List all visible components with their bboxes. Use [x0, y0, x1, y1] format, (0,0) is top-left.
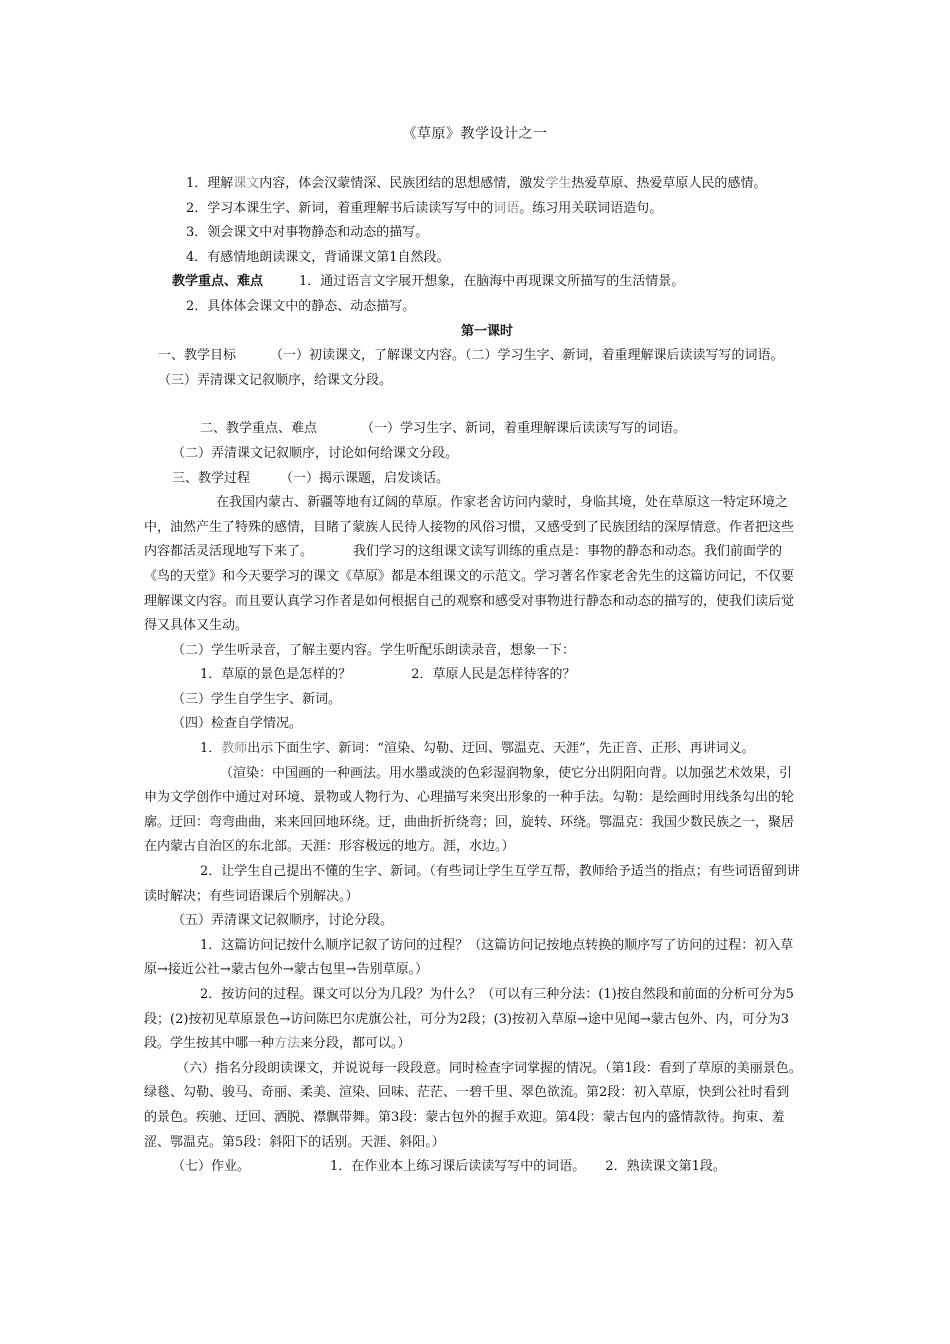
goal-1-text-3: 热爱草原、热爱草原人民的感情。: [571, 176, 767, 191]
lesson-key-points-text: （一）学习生字、新词，着重理解课后读读写写的词语。: [361, 421, 687, 437]
goal-2: [172, 197, 802, 222]
process-step-2: （二）学生听录音，了解主要内容。学生听配乐朗读录音，想象一下：: [172, 642, 576, 658]
process-step-3: （三）学生自学生字、新词。: [172, 691, 342, 707]
goal-1: [172, 172, 802, 197]
goal-1-link-xuesheng[interactable]: 学生: [545, 176, 572, 191]
process-step-1: （一）揭示课题，启发谈话。: [280, 470, 450, 486]
homework-label: （七）作业。: [172, 1159, 251, 1175]
check-2: 2．让学生自己提出不懂的生字、新词。（有些词让学生互学互帮，教师给予适当的指点；有些词语留到讲读时解决；有些词语课后个别解决。）: [144, 864, 800, 904]
question-2: 2．草原人民是怎样待客的？: [411, 667, 576, 683]
process-step-5: （五）弄清课文记叙顺序，讨论分段。: [172, 913, 394, 929]
goal-1-link-kewen[interactable]: 课文: [233, 176, 260, 191]
sequence-2-link-fangfa[interactable]: 方法: [274, 1036, 301, 1052]
lesson-key-points-label: 二、教学重点、难点: [200, 421, 318, 437]
sequence-1: 1．这篇访问记按什么顺序记叙了访问的过程？（这篇访问记按地点转换的顺序写了访问的过程：初入草原→接近公社→蒙古包外→蒙古包里→告别草原。）: [144, 937, 794, 978]
process-label: 三、教学过程: [172, 470, 251, 486]
key-point-2: 2．具体体会课文中的静态、动态描写。: [186, 298, 416, 314]
goal-3: 3．领会课文中对事物静态和动态的描写。: [186, 225, 429, 241]
key-points-label: 教学重点、难点: [172, 274, 264, 290]
intro-paragraph-a: 在我国内蒙古、新疆等地有辽阔的草原。作家老舍访问内蒙时，身临其境，处在草原这一特定环境之中，油然产生了特殊的感情，目睹了蒙族人民待人接物的风俗习惯，又感受到了民族团结的深厚情意。作者把这些内容都活灵活现地写下来了。: [144, 495, 795, 560]
goal-2-text-2: 。练习用关联词语造句。: [519, 200, 663, 216]
process-heading: [172, 467, 802, 492]
lesson-key-points: [172, 417, 802, 442]
objectives: [158, 344, 802, 393]
questions: [172, 663, 802, 688]
homework-1: 1．在作业本上练习课后读读写写中的词语。: [330, 1159, 586, 1175]
sequence-2-text-2: 来分段，都可以。）: [300, 1036, 411, 1052]
objectives-label: 一、教学目标: [158, 348, 237, 364]
homework-2: 2．熟读课文第1段。: [605, 1159, 726, 1175]
objectives-text: （一）初读课文，了解课文内容。（二）学习生字、新词，着重理解课后读读写写的词语。: [270, 348, 784, 364]
check-1-link-jiaoshi[interactable]: 教师: [221, 741, 248, 757]
check-1-num: 1．: [200, 741, 222, 757]
goal-1-text: 1．理解: [186, 176, 234, 191]
key-points-line: [172, 270, 802, 295]
question-1: 1．草原的景色是怎样的？: [200, 667, 352, 683]
goal-2-text: 2．学习本课生字、新词，着重理解书后读读写写中的: [186, 200, 494, 216]
lesson-heading: 第一课时: [460, 323, 513, 339]
goal-2-link-ciyu[interactable]: 词语: [493, 200, 520, 216]
key-point-1: 1．通过语言文字展开想象，在脑海中再现课文所描写的生活情景。: [299, 274, 685, 290]
check-1-text: 出示下面生字、新词：“渲染、勾勒、迂回、鄂温克、天涯”，先正音、正形、再讲词义。: [247, 741, 755, 757]
lesson-key-points-2: （二）弄清课文记叙顺序，讨论如何给课文分段。: [172, 445, 459, 461]
goal-1-text-2: 内容，体会汉蒙情深、民族团结的思想感情，激发: [259, 176, 546, 191]
sequence-2: [144, 983, 802, 1057]
document-body: [144, 172, 802, 1180]
objectives-text-2: （三）弄清课文记叙顺序，给课文分段。: [158, 372, 393, 388]
intro-paragraph: [144, 491, 802, 639]
check-1: [172, 737, 802, 762]
process-step-4: （四）检查自学情况。: [172, 716, 303, 732]
process-step-6: （六）指名分段朗读课文，并说说每一段段意。同时检查字词掌握的情况。（第1段：看到了草原的美丽景色。绿毯、勾勒、骏马、奇丽、柔美、渲染、回味、茫茫、一碧千里、翠色欲流。第2段：初入草原，快到公社时看到的景色。疾驰、迂回、洒脱、襟飘带舞。第3段：蒙古包外的握手欢迎。第4段：蒙古包内的盛情款待。拘束、羞涩、鄂温克。第5段：斜阳下的话别。天涯、斜阳。）: [144, 1060, 802, 1150]
intro-paragraph-b: 我们学习的这组课文读写训练的重点是：事物的静态和动态。我们前面学的《鸟的天堂》和今天要学习的课文《草原》都是本组课文的示范文。学习著名作家老舍先生的这篇访问记，不仅要理解课文内容。而且要认真学习作者是如何根据自己的观察和感受对事物进行静态和动态的描写的，使我们读后觉得又具体又生动。: [144, 544, 795, 634]
homework: [172, 1155, 802, 1180]
check-1-note: （渲染：中国画的一种画法。用水墨或淡的色彩湿润物象，使它分出阴阳向背。以加强艺术效果，引申为文学创作中通过对环境、景物或人物行为、心理描写来突出形象的一种手法。勾勒：是绘画时用线条勾出的轮廓。迂回：弯弯曲曲，来来回回地环绕。迂，曲曲折折绕弯；回，旋转、环绕。鄂温克：我国少数民族之一，聚居在内蒙古自治区的东北部。天涯：形容极远的地方。涯，水边。）: [144, 765, 795, 855]
goal-4: 4．有感情地朗读课文，背诵课文第1自然段。: [186, 249, 450, 265]
document-title: 《草原》教学设计之一: [402, 126, 548, 142]
sequence-2-text: 2．按访问的过程。课文可以分为几段？为什么？（可以有三种分法：(1)按自然段和前面的分析可分为5段；(2)按初见草原景色→访问陈巴尔虎旗公社，可分为2段；(3)按初入草原→途中见闻→蒙古包外、内，可分为3段。学生按其中哪一种: [144, 987, 794, 1052]
